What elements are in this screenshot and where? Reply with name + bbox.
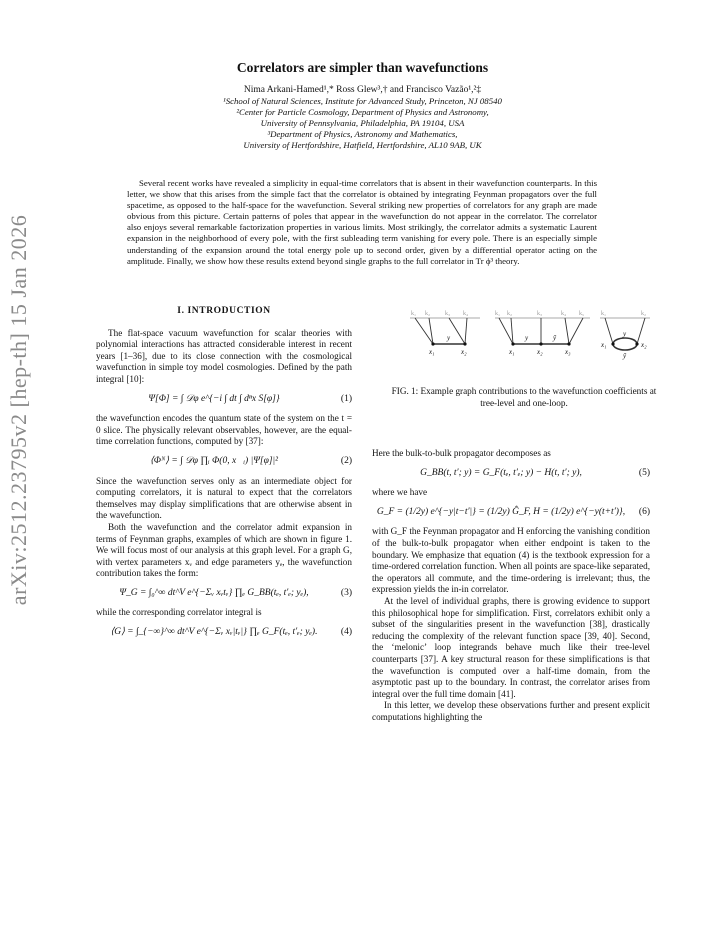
label-k1: k₁ (411, 311, 417, 317)
equation-6 (372, 507, 650, 519)
label-k1: k₁ (495, 311, 501, 317)
vertex (611, 342, 614, 345)
label-ytilde-loop: ỹ (623, 352, 627, 360)
section-title: I. INTRODUCTION (177, 306, 271, 316)
label-k2: k₂ (507, 311, 513, 317)
equation-6-body: G_F = (1/2y) e^{−y|t−t′|} = (1/2y) Ĝ_F, H = (1/2y) e^{−y(t+t′)}, (376, 506, 626, 517)
vertex (567, 342, 570, 345)
intro-paragraph-1: The flat-space vacuum wavefunction for scalar theories with polynomial interactions has attracted considerable interest in recent years [1–36], due to its close connection with the cosmological wavefunction in simple toy model cosmologies. Defined by the path integral [10]: (96, 327, 352, 384)
label-y-loop: y (623, 330, 627, 338)
equation-4 (96, 627, 352, 639)
affiliation-2: ²Center for Particle Cosmology, Department of Physics and Astronomy, (236, 107, 489, 117)
equation-5-number: (5) (638, 467, 650, 478)
right-paragraph-3: with G_F the Feynman propagator and H enforcing the vanishing condition of the bulk-to-bulk propagator when either endpoint is taken to the boundary. We emphasize that equation (4) is the textbook expression for a time-ordered correlation function. When all points are space-like separated, the operators all commute, and the time-ordering is irrelevant; thus, the expression yields the in-in correlator. (372, 526, 650, 595)
label-x1: x₁ (601, 341, 607, 349)
label-x1: x₁ (509, 348, 515, 356)
vertex (539, 342, 542, 345)
label-x2: x₂ (461, 348, 467, 356)
feynman-graphs (405, 306, 655, 376)
equation-2-number: (2) (340, 455, 352, 466)
label-k2: k₂ (425, 311, 431, 317)
right-paragraph-2: where we have (372, 487, 428, 498)
figure-caption: FIG. 1: Example graph contributions to the wavefunction coefficients at tree-level and one-loop. (391, 386, 657, 408)
vertex (511, 342, 514, 345)
equation-5-body: G_BB(t, t′; y) = G_F(tₑ, t′ₑ; y) − H(t, t′; y), (420, 467, 582, 478)
author-list: Nima Arkani-Hamed¹,* Ross Glew³,† and Francisco Vazão¹,²‡ (243, 85, 482, 95)
intro-paragraph-3: Since the wavefunction serves only as an intermediate object for computing correlators, it is natural to expect that the correlators themselves may display simplifications that are otherwise absent in the wavefunction. (96, 475, 352, 521)
label-x1: x₁ (429, 348, 435, 356)
affiliation-3-cont: University of Hertfordshire, Hatfield, Hertfordshire, AL10 9AB, UK (243, 140, 482, 150)
edge (449, 318, 465, 344)
edge (429, 318, 433, 344)
label-y: y (447, 334, 451, 342)
label-k4: k₄ (561, 311, 567, 317)
equation-5 (372, 468, 650, 480)
equation-4-number: (4) (340, 627, 352, 638)
label-k3: k₃ (445, 311, 451, 317)
edge (465, 318, 467, 344)
label-x2: x₂ (537, 348, 543, 356)
equation-4-body: ⟨G⟩ = ∫_{−∞}^∞ dt^V e^{−Σᵥ xᵥ|tᵥ|} ∏ₑ G_F(tₑ, t′ₑ; yₑ). (110, 627, 318, 638)
equation-2 (96, 456, 352, 468)
label-k5: k₅ (579, 311, 585, 317)
arxiv-side-stamp (4, 120, 34, 700)
equation-3-body: Ψ_G = ∫₀^∞ dt^V e^{−Σᵥ xᵥtᵥ} ∏ₑ G_BB(tₑ, t′ₑ; yₑ), (119, 587, 309, 598)
equation-3 (96, 588, 352, 600)
edge (565, 318, 569, 344)
label-k2: k₂ (641, 311, 647, 317)
edge (415, 318, 433, 344)
vertex (635, 342, 638, 345)
paper-title: Correlators are simpler than wavefunctions (236, 60, 489, 75)
affiliation-3: ³Department of Physics, Astronomy and Mathematics, (267, 129, 458, 139)
edge (569, 318, 583, 344)
intro-paragraph-2: the wavefunction encodes the quantum state of the system on the t = 0 slice. The physically relevant observables, however, are the equal-time correlation functions, computed by [37]: (96, 413, 352, 447)
equation-1 (96, 394, 352, 406)
arxiv-identifier: arXiv:2512.23795v2 [hep-th] 15 Jan 2026 (6, 214, 32, 606)
label-x2: x₂ (641, 341, 647, 349)
equation-1-number: (1) (340, 393, 352, 404)
abstract: Several recent works have revealed a simplicity in equal-time correlators that is absent in their wavefunction counterparts. In this letter, we show that this arises from the simple fact that the correlator is obtained by integrating Feynman propagators over the full spacetime, as opposed to the half-space for the wavefunction. Several striking new properties of correlators for any graph are made obvious from this picture. Certain patterns of poles that appear in the wavefunction do not appear in the correlator. The correlator also enjoys several remarkable factorization properties in various limits. Most strikingly, the correlator admits a systematic Laurent expansion in the neighborhood of every pole, with the first subleading term vanishing for every pole. There is an especially simple understanding of the expansion around the total energy pole up to second order, given by a differential operator acting on the amplitude. Finally, we show how these results extend beyond single graphs to the full correlator in Tr ϕ³ theory. (127, 178, 597, 266)
right-paragraph-4: At the level of individual graphs, there is growing evidence to support this philosophical hope for simplification. First, correlators exhibit only a subset of the singularities present in the wavefunction [38], drastically reducing the complexity of the relevant function space [39, 40]. Second, the ‘melonic’ loop integrands behave much like their tree-level counterparts [37]. A key structural reason for these simplifications is that the wavefunction is computed over a half-time domain, from the asymptotic past up to the boundary. In contrast, the correlator arises from integral over the full time domain [41]. (372, 595, 650, 699)
label-y: y (525, 334, 529, 342)
equation-6-number: (6) (638, 506, 650, 517)
equation-3-number: (3) (340, 587, 352, 598)
equation-1-body: Ψ[Φ] = ∫ 𝒟φ e^{−i ∫ dt ∫ dⁿx S[φ]} (148, 393, 280, 404)
intro-paragraph-4: Both the wavefunction and the correlator admit expansion in terms of Feynman graphs, examples of which are shown in figure 1. We will focus most of our analysis at this graph level. For a graph G, with vertex parameters xᵥ and edge parameters yₑ, the wavefunction contribution takes the form: (96, 521, 352, 579)
label-k3: k₃ (537, 311, 543, 317)
label-k4: k₄ (463, 311, 469, 317)
vertex (431, 342, 434, 345)
intro-paragraph-5: while the corresponding correlator integral is (96, 607, 262, 618)
right-paragraph-1: Here the bulk-to-bulk propagator decomposes as (372, 448, 551, 458)
paper-header (100, 60, 625, 151)
equation-2-body: ⟨Φᴺ⟩ = ∫ 𝒟φ ∏ᵢ Φ(0, x⃗ᵢ) |Ψ[φ]|² (150, 455, 278, 466)
left-column (96, 306, 352, 647)
right-column (372, 448, 650, 723)
label-k1: k₁ (601, 311, 607, 317)
loop (613, 338, 637, 350)
label-ytilde: ỹ (553, 334, 557, 342)
right-paragraph-5: In this letter, we develop these observations further and present explicit computations highlighting the (372, 700, 650, 722)
figure-1 (391, 306, 657, 409)
vertex (463, 342, 466, 345)
affiliation-2-cont: University of Pennsylvania, Philadelphia, PA 19104, USA (260, 118, 465, 128)
affiliation-1: ¹School of Natural Sciences, Institute for Advanced Study, Princeton, NJ 08540 (223, 96, 502, 106)
label-x3: x₃ (565, 348, 571, 356)
